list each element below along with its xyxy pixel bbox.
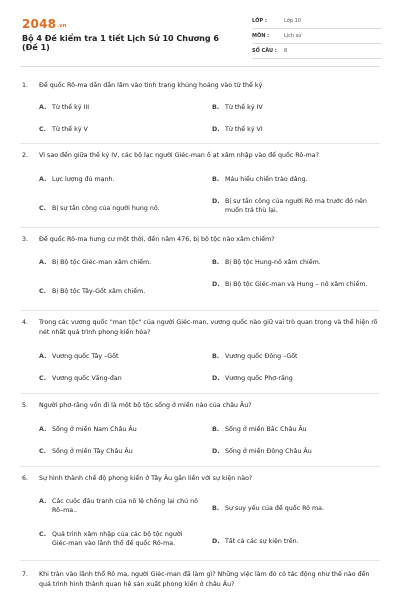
- question-number: 1.: [22, 82, 29, 89]
- option-text: Từ thế kỷ III: [52, 104, 90, 111]
- option-3b[interactable]: [212, 258, 372, 267]
- option-letter: B.: [212, 353, 220, 360]
- option-letter: A.: [39, 426, 47, 433]
- question-divider: [20, 227, 380, 228]
- option-text: Máu hiếu chiến trào dâng.: [225, 176, 308, 183]
- option-letter: C.: [39, 126, 47, 133]
- option-text: Vương quốc Văng-đan: [52, 375, 122, 382]
- document-title: Bộ 4 Đề kiểm tra 1 tiết Lịch Sử 10 Chương 6 (Đề 1): [22, 34, 219, 52]
- option-text: Từ thế kỷ VI: [225, 126, 263, 133]
- option-4a[interactable]: [39, 352, 199, 361]
- option-text: Sống ở miền Tây Châu Âu: [52, 448, 133, 455]
- option-letter: C.: [39, 448, 47, 455]
- option-letter: C.: [39, 205, 47, 212]
- option-5b[interactable]: [212, 425, 372, 434]
- option-text: Các cuộc đấu tranh của nô lệ chống lại chủ nô Rô–ma..: [52, 498, 198, 514]
- option-4b[interactable]: [212, 352, 372, 361]
- option-2c[interactable]: [39, 204, 199, 213]
- option-letter: B.: [212, 104, 220, 111]
- option-letter: B.: [212, 176, 220, 183]
- question-2: [22, 151, 382, 161]
- option-3c[interactable]: [39, 287, 199, 296]
- option-text: Từ thế kỷ V: [52, 126, 88, 133]
- question-text: Trong các vương quốc "man tộc" của người Giéc-man, vương quốc nào giữ vai trò quan trọng và thể hiện rõ nét nhất quá trình phong kiến hóa?: [39, 319, 378, 336]
- question-text: Sự hình thành chế độ phong kiến ở Tây Âu gắn liền với sự kiện nào?: [39, 475, 253, 482]
- option-letter: D.: [212, 448, 220, 455]
- question-number: 3.: [22, 236, 29, 243]
- option-2a[interactable]: [39, 175, 199, 184]
- mon-value: Lịch sử: [284, 33, 302, 39]
- question-7: [22, 570, 382, 590]
- option-4d[interactable]: [212, 374, 372, 383]
- option-text: Sống ở miền Nam Châu Âu: [52, 426, 137, 433]
- option-3a[interactable]: [39, 258, 199, 267]
- question-divider: [20, 466, 380, 467]
- option-letter: A.: [39, 353, 47, 360]
- option-letter: C.: [39, 288, 47, 295]
- option-4c[interactable]: [39, 374, 199, 383]
- option-1a[interactable]: [39, 103, 199, 112]
- meta-row-mon: [252, 29, 382, 44]
- option-1c[interactable]: [39, 125, 199, 134]
- option-letter: C.: [39, 375, 47, 382]
- option-text: Vương quốc Đông –Gốt: [225, 353, 298, 360]
- question-number: 5.: [22, 402, 29, 409]
- header-divider: [20, 66, 380, 67]
- option-letter: A.: [39, 259, 47, 266]
- option-5d[interactable]: [212, 447, 372, 456]
- meta-info: [252, 14, 382, 59]
- meta-row-lop: [252, 14, 382, 29]
- option-text: Lực lượng đủ mạnh.: [52, 176, 115, 183]
- question-4: [22, 318, 382, 338]
- option-text: Bị Bộ tộc Hung-nô xâm chiếm.: [225, 259, 321, 266]
- option-text: Sống ở miền Đông Châu Âu: [225, 448, 312, 455]
- option-2d[interactable]: [212, 197, 372, 215]
- question-divider: [20, 560, 380, 561]
- option-6d[interactable]: [212, 537, 372, 546]
- option-text: Quá trình xâm nhập của các bộ tộc người Giéc-man vào lãnh thổ đế quốc Rô-ma.: [52, 531, 183, 547]
- socau-label: SỐ CÂU :: [252, 48, 277, 54]
- option-letter: D.: [212, 198, 220, 205]
- option-1d[interactable]: [212, 125, 372, 134]
- option-text: Vương quốc Phơ-răng: [225, 375, 293, 382]
- option-5a[interactable]: [39, 425, 199, 434]
- option-3d[interactable]: [212, 280, 372, 289]
- option-text: Từ thế kỷ IV: [225, 104, 263, 111]
- question-divider: [20, 310, 380, 311]
- option-letter: B.: [212, 426, 220, 433]
- question-number: 4.: [22, 319, 29, 326]
- option-letter: A.: [39, 104, 47, 111]
- option-6b[interactable]: [212, 504, 372, 513]
- question-text: Khi tràn vào lãnh thổ Rô ma, người Giéc-man đã làm gì? Những việc làm đó có tác động như thế nào đến quá trình hình thành quan hệ sản xuất phong kiến ở châu Âu?: [39, 571, 370, 588]
- option-text: Bị Bộ tộc Tây-Gốt xâm chiếm.: [52, 288, 146, 295]
- question-5: [22, 401, 382, 411]
- option-text: Vương quốc Tây –Gốt: [52, 353, 119, 360]
- option-letter: D.: [212, 375, 220, 382]
- option-letter: C.: [39, 531, 47, 538]
- option-letter: D.: [212, 281, 220, 288]
- site-logo[interactable]: [22, 17, 67, 31]
- logo-suffix: .vn: [57, 23, 67, 29]
- option-letter: A.: [39, 498, 47, 505]
- question-text: Người phơ-răng vốn đi là một bộ tộc sống ở miền nào của châu Âu?: [39, 402, 252, 409]
- question-number: 2.: [22, 152, 29, 159]
- meta-row-socau: [252, 44, 382, 59]
- option-text: Bị sự tấn công của người hung nô.: [52, 205, 160, 212]
- question-divider: [20, 393, 380, 394]
- option-text: Bị Bộ tộc Giéc-man xâm chiếm.: [52, 259, 152, 266]
- question-text: Đế quốc Rô-ma dần dần lâm vào tình trạng khủng hoảng vào từ thế kỷ: [39, 82, 263, 89]
- logo-main: 2048: [22, 17, 57, 31]
- option-letter: D.: [212, 538, 220, 545]
- option-text: Bị Bộ tộc Giéc-man và Hung – nô xâm chiếm.: [225, 281, 368, 288]
- option-5c[interactable]: [39, 447, 199, 456]
- question-1: [22, 81, 382, 91]
- option-text: Tất cả các sự kiện trên.: [225, 538, 299, 545]
- question-text: Đế quốc Rô-ma hưng cư một thời, đến năm 476, bị bộ tộc nào xâm chiếm?: [39, 236, 275, 243]
- option-1b[interactable]: [212, 103, 372, 112]
- option-6c[interactable]: [39, 530, 199, 548]
- option-6a[interactable]: [39, 497, 199, 515]
- socau-value: 8: [284, 48, 288, 54]
- lop-label: LỚP :: [252, 18, 267, 24]
- mon-label: MÔN :: [252, 33, 270, 39]
- question-3: [22, 235, 382, 245]
- question-number: 7.: [22, 571, 29, 578]
- option-text: Sự suy yếu của đế quốc Rô ma.: [225, 505, 325, 512]
- option-letter: D.: [212, 126, 220, 133]
- question-text: Vì sao đến giữa thế kỷ IV, các bộ lạc người Giéc-man ồ ạt xâm nhập vào đế quốc Rô-ma?: [39, 152, 319, 159]
- option-letter: B.: [212, 259, 220, 266]
- question-number: 6.: [22, 475, 29, 482]
- lop-value: Lớp 10: [284, 18, 301, 24]
- question-divider: [20, 143, 380, 144]
- option-letter: A.: [39, 176, 47, 183]
- document-header: [0, 0, 400, 66]
- option-letter: B.: [212, 505, 220, 512]
- option-2b[interactable]: [212, 175, 372, 184]
- option-text: Sống ở miền Bắc Châu Âu: [225, 426, 307, 433]
- question-6: [22, 474, 382, 484]
- option-text: Bị sự tấn công của người Rô ma trước đó nên muốn trả thù lại.: [225, 198, 367, 214]
